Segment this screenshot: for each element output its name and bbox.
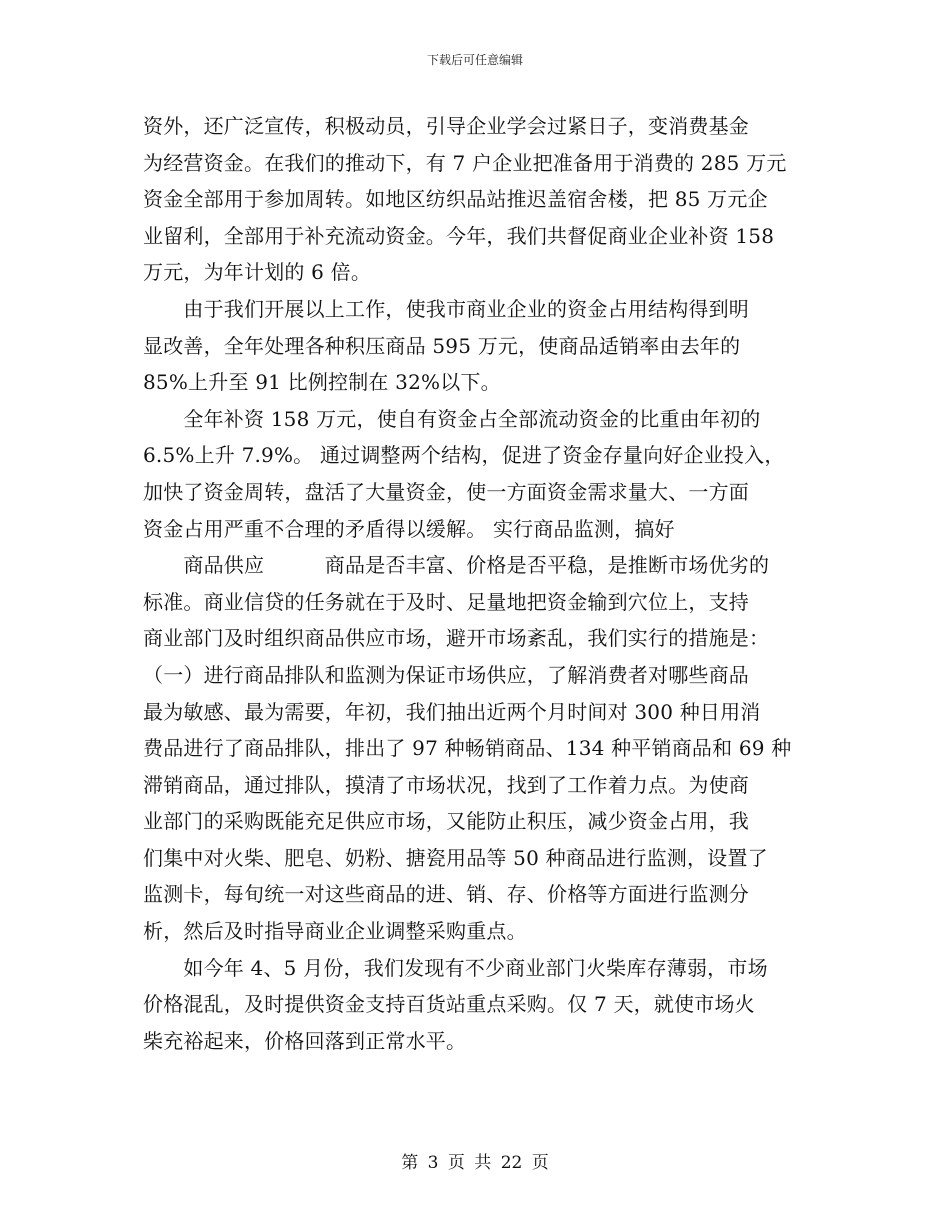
body-line: 由于我们开展以上工作，使我市商业企业的资金占用结构得到明 (143, 296, 749, 321)
body-line: （一）进行商品排队和监测为保证市场供应，了解消费者对哪些商品 (143, 662, 749, 687)
body-line: 全年补资 158 万元，使自有资金占全部流动资金的比重由年初的 (143, 406, 761, 431)
body-line: 资金占用严重不合理的矛盾得以缓解。 实行商品监测，搞好 (143, 516, 675, 541)
body-line: 资外，还广泛宣传，积极动员，引导企业学会过紧日子，变消费基金 (143, 114, 749, 138)
page-header: 下载后可任意编辑 (426, 53, 523, 67)
page-number-footer: 第 3 页 共 22 页 (401, 1153, 549, 1173)
body-line: 加快了资金周转，盘活了大量资金，使一方面资金需求量大、一方面 (143, 479, 749, 504)
body-line: 费品进行了商品排队，排出了 97 种畅销商品、134 种平销商品和 69 种 (143, 736, 792, 761)
body-line: 如今年 4、5 月份，我们发现有不少商业部门火柴库存薄弱，市场 (143, 955, 768, 980)
body-line: 6.5%上升 7.9%。 通过调整两个结构，促进了资金存量向好企业投入， (143, 443, 785, 468)
body-line: 标准。商业信贷的任务就在于及时、足量地把资金输到穴位上，支持 (143, 589, 749, 614)
body-line: 滞销商品，通过排队，摸清了市场状况，找到了工作着力点。为使商 (143, 772, 749, 797)
body-line: 商品供应 商品是否丰富、价格是否平稳，是推断市场优劣的 (143, 553, 770, 578)
body-line: 资金全部用于参加周转。如地区纺织品站推迟盖宿舍楼，把 85 万元企 (143, 187, 768, 212)
body-line: 85%上升至 91 比例控制在 32%以下。 (143, 370, 501, 395)
body-line: 柴充裕起来，价格回落到正常水平。 (143, 1028, 467, 1053)
body-line: 万元，为年计划的 6 倍。 (143, 260, 372, 285)
body-line: 们集中对火柴、肥皂、奶粉、搪瓷用品等 50 种商品进行监测，设置了 (143, 845, 768, 870)
body-line: 析，然后及时指导商业企业调整采购重点。 (143, 919, 527, 944)
document-body (143, 108, 833, 1059)
body-line: 业留利，全部用于补充流动资金。今年，我们共督促商业企业补资 158 (143, 223, 775, 248)
body-line: 显改善，全年处理各种积压商品 595 万元，使商品适销率由去年的 (143, 333, 741, 358)
body-line: 监测卡，每旬统一对这些商品的进、销、存、价格等方面进行监测分 (143, 882, 749, 907)
body-line: 为经营资金。在我们的推动下，有 7 户企业把准备用于消费的 285 万元 (143, 150, 787, 175)
body-line: 业部门的采购既能充足供应市场，又能防止积压，减少资金占用，我 (143, 809, 749, 834)
body-line: 最为敏感、最为需要，年初，我们抽出近两个月时间对 300 种日用消 (143, 699, 761, 724)
body-line: 商业部门及时组织商品供应市场，避开市场紊乱，我们实行的措施是： (143, 626, 770, 651)
body-line: 价格混乱，及时提供资金支持百货站重点采购。仅 7 天，就使市场火 (143, 992, 755, 1017)
